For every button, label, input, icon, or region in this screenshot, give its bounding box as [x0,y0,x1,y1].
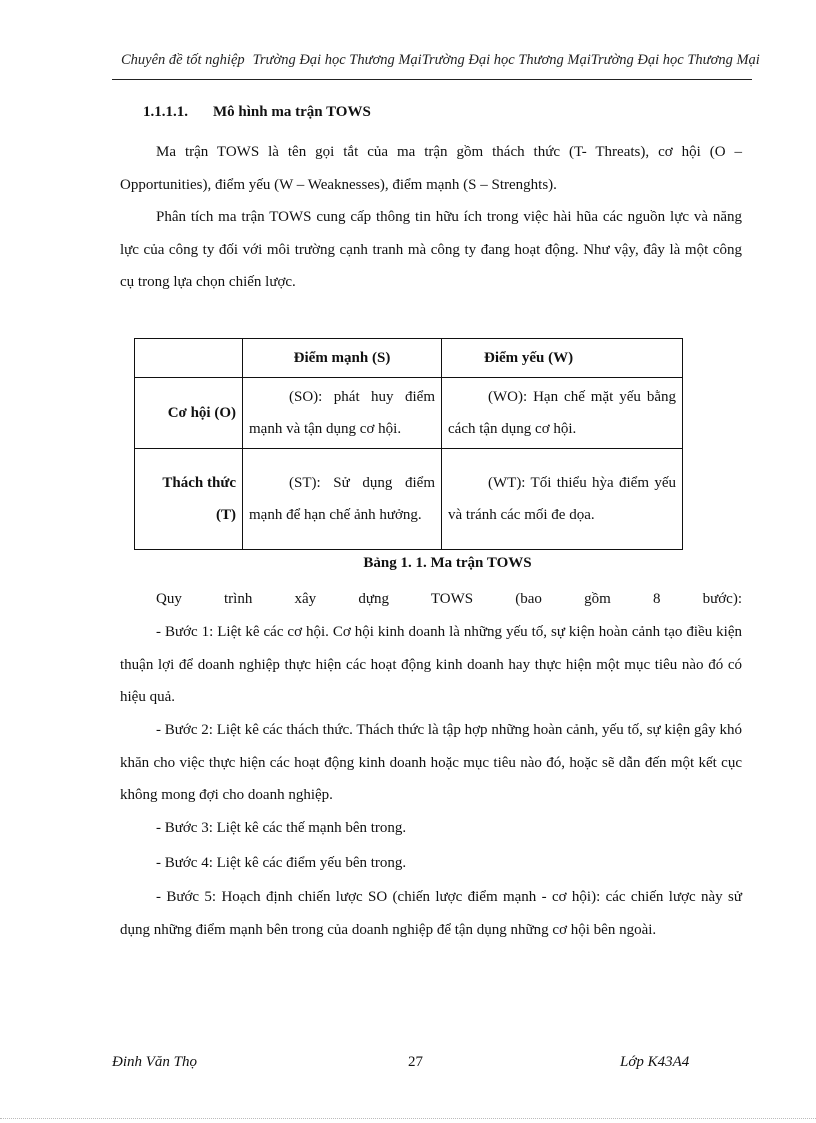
step-5: - Bước 5: Hoạch định chiến lược SO (chiến lược điểm mạnh - cơ hội): các chiến lược này sử dụng những điểm mạnh bên trong của doanh nghiệp để tận dụng những cơ hội bên ngoài. [120,889,742,938]
page-bottom-rule [0,1118,816,1119]
table-header-row [135,339,683,378]
cell-so: (SO): phát huy điểm mạnh và tận dụng cơ hội. [243,378,442,449]
header-rule [112,79,752,80]
table-header-strengths: Điểm mạnh (S) [243,339,442,378]
row-label-threats: Thách thức (T) [135,449,243,550]
section-title: Mô hình ma trận TOWS [213,104,371,120]
cell-st: (ST): Sử dụng điểm mạnh để hạn chế ảnh hưởng. [243,449,442,550]
section-heading [143,104,371,121]
cell-wt: (WT): Tối thiểu hỳa điểm yếu và tránh các mối đe dọa. [442,449,683,550]
footer-author: Đinh Văn Thọ [112,1054,198,1070]
tows-table [134,338,683,550]
section-number: 1.1.1.1. [143,104,188,120]
page-number: 27 [408,1054,423,1070]
cell-wo: (WO): Hạn chế mặt yếu bằng cách tận dụng cơ hội. [442,378,683,449]
step-4: - Bước 4: Liệt kê các điểm yếu bên trong. [156,855,407,871]
table-row [135,449,683,550]
table-header-weaknesses: Điểm yếu (W) [442,339,683,378]
step-3: - Bước 3: Liệt kê các thế mạnh bên trong. [156,820,407,836]
paragraph-intro: Ma trận TOWS là tên gọi tắt của ma trận gồm thách thức (T- Threats), cơ hội (O – Opportunities), điểm yếu (W – Weaknesses), điểm mạnh (S – Strenghts). [120,144,742,193]
table-corner-cell [135,339,243,378]
step-1: - Bước 1: Liệt kê các cơ hội. Cơ hội kinh doanh là những yếu tố, sự kiện hoàn cảnh tạo điều kiện thuận lợi để doanh nghiệp thực hiện các hoạt động kinh doanh hay thực hiện một mục tiêu nào đó có hiệu quả. [120,624,742,705]
page-header [121,52,816,69]
steps-intro: Quy trình xây dựng TOWS (bao gồm 8 bước): [156,591,742,607]
header-left: Chuyên đề tốt nghiệp [121,52,245,68]
table-row [135,378,683,449]
header-right: Trường Đại học Thương MạiTrường Đại học Thương MạiTrường Đại học Thương Mại [252,52,760,68]
table-caption: Bảng 1. 1. Ma trận TOWS [363,555,532,571]
footer-class: Lớp K43A4 [620,1054,690,1070]
paragraph-analysis: Phân tích ma trận TOWS cung cấp thông tin hữu ích trong việc hài hũa các nguồn lực và năng lực của công ty đối với môi trường cạnh tranh mà công ty đang hoạt động. Như vậy, đây là một công cụ trong lựa chọn chiến lược. [120,209,742,290]
row-label-opportunities: Cơ hội (O) [135,378,243,449]
step-2: - Bước 2: Liệt kê các thách thức. Thách thức là tập hợp những hoàn cảnh, yếu tố, sự kiện gây khó khăn cho việc thực hiện các hoạt động kinh doanh hoặc mục tiêu nào đó, hoặc sẽ dẫn đến một kết cục không mong đợi cho doanh nghiệp. [120,722,742,803]
